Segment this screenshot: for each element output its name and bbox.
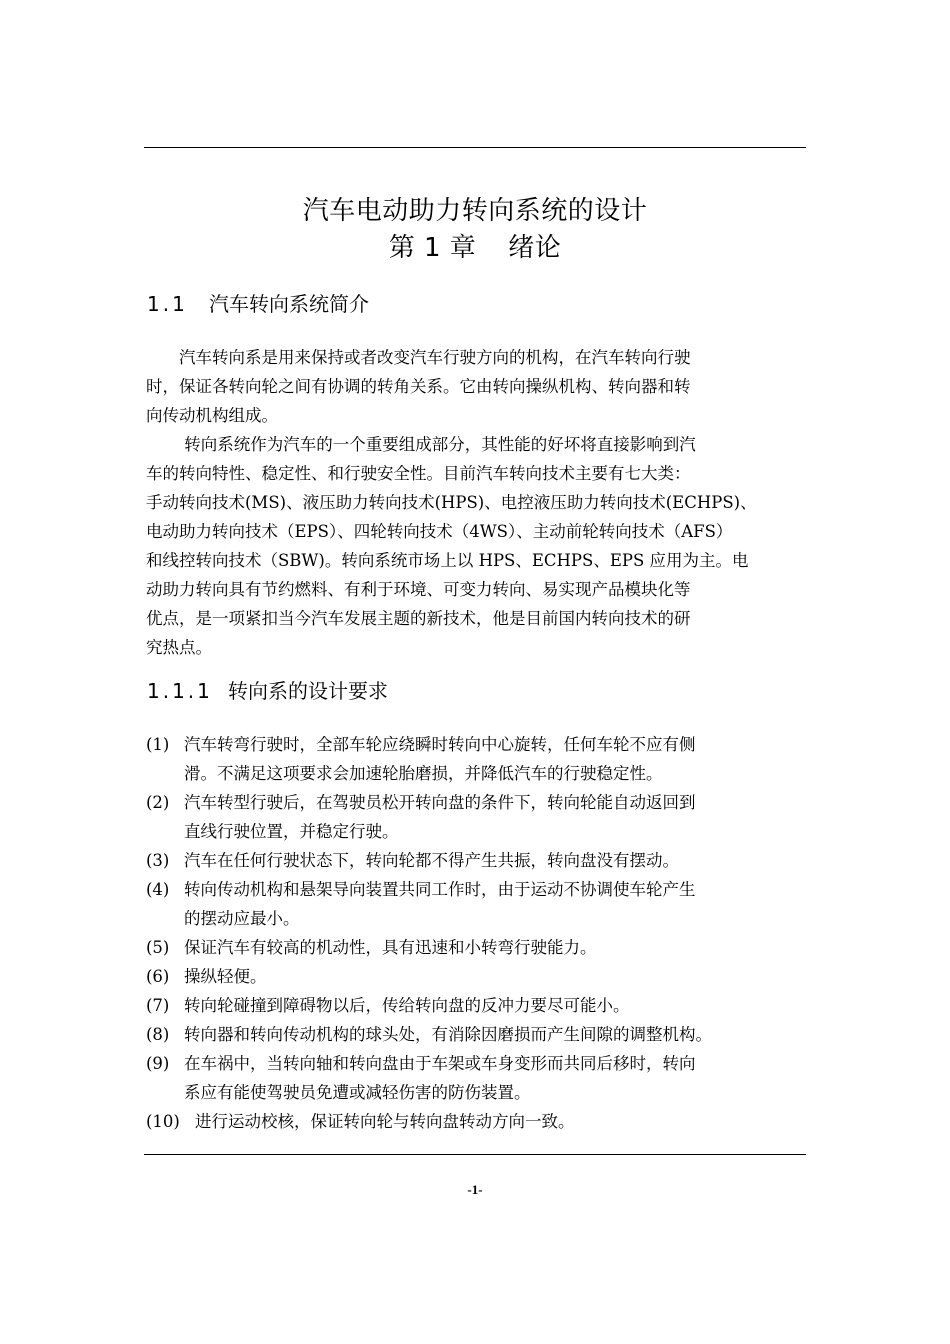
section-title: 汽车转向系统简介 (209, 292, 369, 316)
paragraph-line: 时，保证各转向轮之间有协调的转角关系。它由转向操纵机构、转向器和转 (146, 377, 691, 396)
paragraph-line: 手动转向技术(MS)、液压助力转向技术(HPS)、电控液压助力转向技术(ECHPS)、 (146, 493, 757, 512)
requirements-list (146, 730, 808, 1136)
paragraph-line: 优点，是一项紧扣当今汽车发展主题的新技术，他是目前国内转向技术的研 (146, 609, 691, 628)
list-marker: (10) (146, 1112, 180, 1131)
list-item-line: 汽车转弯行驶时，全部车轮应绕瞬时转向中心旋转，任何车轮不应有侧 (184, 735, 696, 754)
list-item-line: 转向轮碰撞到障碍物以后，传给转向盘的反冲力要尽可能小。 (184, 996, 630, 1015)
list-item (146, 1020, 808, 1049)
list-item (146, 875, 808, 933)
list-item-line: 直线行驶位置，并稳定行驶。 (184, 822, 399, 841)
list-item-line: 操纵轻便。 (184, 967, 267, 986)
list-item (146, 1107, 808, 1136)
subsection-number: 1.1.1 (147, 679, 213, 703)
list-marker: (2) (146, 793, 170, 812)
list-item-line: 保证汽车有较高的机动性，具有迅速和小转弯行驶能力。 (184, 938, 597, 957)
list-item (146, 788, 808, 846)
subsection-heading (147, 677, 388, 705)
section-number: 1.1 (147, 292, 188, 316)
chapter-number: 第 1 章 (388, 233, 477, 263)
chapter-title: 绪论 (508, 233, 562, 263)
paragraph-line: 究热点。 (146, 638, 212, 657)
paragraph-line: 转向系统作为汽车的一个重要组成部分，其性能的好坏将直接影响到汽 (146, 435, 696, 454)
list-item-line: 的摆动应最小。 (184, 909, 300, 928)
chapter-heading (0, 230, 950, 266)
footer-rule (144, 1154, 806, 1155)
list-item-line: 滑。不满足这项要求会加速轮胎磨损，并降低汽车的行驶稳定性。 (184, 764, 663, 783)
list-item (146, 1049, 808, 1107)
intro-paragraph (146, 343, 808, 430)
paragraph-line: 电动助力转向技术（EPS）、四轮转向技术（4WS）、主动前轮转向技术（AFS） (146, 522, 733, 541)
list-item-line: 转向传动机构和悬架导向装置共同工作时，由于运动不协调使车轮产生 (184, 880, 696, 899)
list-item (146, 991, 808, 1020)
paragraph-line: 和线控转向技术（SBW)。转向系统市场上以 HPS、ECHPS、EPS 应用为主。电 (146, 551, 749, 570)
list-marker: (7) (146, 996, 170, 1015)
list-item (146, 933, 808, 962)
list-item-line: 汽车在任何行驶状态下，转向轮都不得产生共振，转向盘没有摆动。 (184, 851, 679, 870)
paragraph-line: 向传动机构组成。 (146, 406, 278, 425)
list-marker: (3) (146, 851, 170, 870)
list-item-line: 进行运动校核，保证转向轮与转向盘转动方向一致。 (195, 1112, 575, 1131)
list-item (146, 846, 808, 875)
header-rule (144, 147, 806, 148)
list-item-line: 转向器和转向传动机构的球头处，有消除因磨损而产生间隙的调整机构。 (184, 1025, 712, 1044)
paragraph-line: 动助力转向具有节约燃料、有利于环境、可变力转向、易实现产品模块化等 (146, 580, 691, 599)
list-marker: (5) (146, 938, 170, 957)
list-marker: (4) (146, 880, 170, 899)
technology-paragraph (146, 430, 808, 662)
list-marker: (9) (146, 1054, 170, 1073)
document-title: 汽车电动助力转向系统的设计 (302, 196, 648, 226)
list-marker: (6) (146, 967, 170, 986)
list-item (146, 962, 808, 991)
paragraph-line: 车的转向特性、稳定性、和行驶安全性。目前汽车转向技术主要有七大类： (146, 464, 691, 483)
paragraph-line: 汽车转向系是用来保持或者改变汽车行驶方向的机构，在汽车转向行驶 (146, 348, 691, 367)
list-marker: (8) (146, 1025, 170, 1044)
subsection-title: 转向系的设计要求 (228, 679, 388, 703)
list-item (146, 730, 808, 788)
list-item-line: 汽车转型行驶后，在驾驶员松开转向盘的条件下，转向轮能自动返回到 (184, 793, 696, 812)
list-marker: (1) (146, 735, 170, 754)
list-item-line: 系应有能使驾驶员免遭或减轻伤害的防伤装置。 (184, 1083, 531, 1102)
list-item-line: 在车祸中，当转向轴和转向盘由于车架或车身变形而共同后移时，转向 (184, 1054, 696, 1073)
section-heading (147, 290, 369, 318)
page-number: -1- (467, 1182, 483, 1197)
